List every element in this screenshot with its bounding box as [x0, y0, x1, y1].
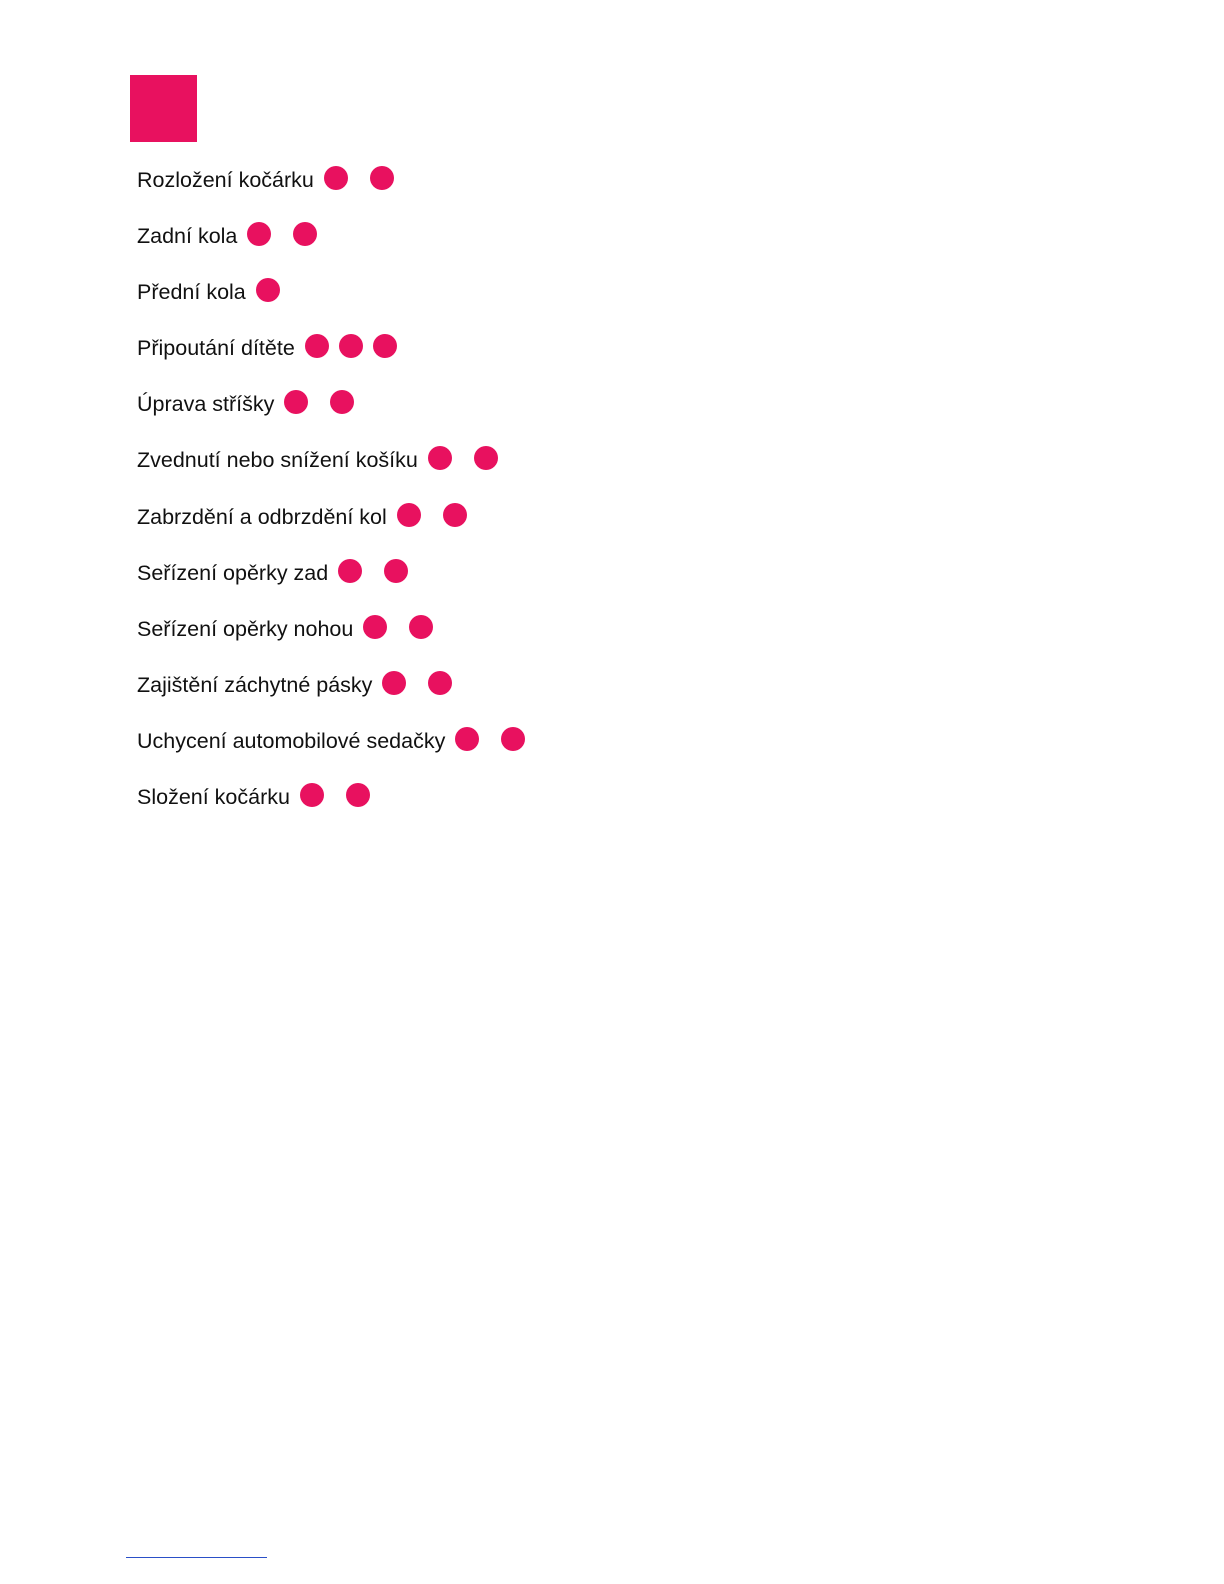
step-marker-dot: [373, 334, 397, 358]
list-item-label: Seřízení opěrky zad: [137, 560, 329, 585]
step-marker-dot: [382, 671, 406, 695]
step-markers: [300, 777, 370, 817]
step-marker-dot: [247, 222, 271, 246]
list-item: [137, 777, 525, 833]
list-item: [137, 497, 525, 553]
list-item-label: Zajištění záchytné pásky: [137, 672, 373, 697]
step-marker-dot: [455, 727, 479, 751]
step-marker-dot: [284, 390, 308, 414]
step-marker-dot: [346, 783, 370, 807]
step-markers: [247, 216, 317, 256]
list-item-label: Úprava stříšky: [137, 392, 275, 417]
step-marker-dot: [474, 446, 498, 470]
step-marker-dot: [384, 559, 408, 583]
step-marker-dot: [428, 446, 452, 470]
section-color-marker: [130, 75, 197, 142]
step-marker-dot: [501, 727, 525, 751]
list-item: [137, 328, 525, 384]
list-item: [137, 721, 525, 777]
list-item-label: Zvednutí nebo snížení košíku: [137, 448, 418, 473]
list-item: [137, 440, 525, 496]
step-marker-dot: [443, 503, 467, 527]
step-markers: [363, 609, 433, 649]
step-markers: [305, 328, 397, 368]
list-item-label: Zadní kola: [137, 224, 238, 249]
list-item: [137, 553, 525, 609]
step-marker-dot: [300, 783, 324, 807]
step-marker-dot: [363, 615, 387, 639]
step-marker-dot: [324, 166, 348, 190]
instruction-list: [137, 160, 525, 833]
list-item-label: Zabrzdění a odbrzdění kol: [137, 504, 387, 529]
step-marker-dot: [370, 166, 394, 190]
step-marker-dot: [339, 334, 363, 358]
list-item-label: Přední kola: [137, 280, 246, 305]
list-item: [137, 216, 525, 272]
list-item: [137, 665, 525, 721]
list-item: [137, 609, 525, 665]
step-marker-dot: [256, 278, 280, 302]
step-markers: [284, 384, 354, 424]
step-marker-dot: [338, 559, 362, 583]
list-item-label: Rozložení kočárku: [137, 168, 314, 192]
step-markers: [324, 160, 394, 200]
step-marker-dot: [305, 334, 329, 358]
list-item: [137, 160, 525, 216]
footer-rule: [126, 1557, 267, 1558]
list-item-label: Složení kočárku: [137, 785, 290, 810]
step-marker-dot: [293, 222, 317, 246]
step-markers: [428, 440, 498, 480]
list-item: [137, 384, 525, 440]
list-item-label: Připoutání dítěte: [137, 336, 295, 361]
step-markers: [455, 721, 525, 761]
step-marker-dot: [330, 390, 354, 414]
list-item-label: Seřízení opěrky nohou: [137, 616, 354, 641]
list-item: [137, 272, 525, 328]
step-markers: [256, 272, 280, 312]
list-item-label: Uchycení automobilové sedačky: [137, 728, 446, 753]
step-markers: [382, 665, 452, 705]
step-markers: [338, 553, 408, 593]
step-marker-dot: [397, 503, 421, 527]
step-marker-dot: [409, 615, 433, 639]
step-markers: [397, 497, 467, 537]
step-marker-dot: [428, 671, 452, 695]
